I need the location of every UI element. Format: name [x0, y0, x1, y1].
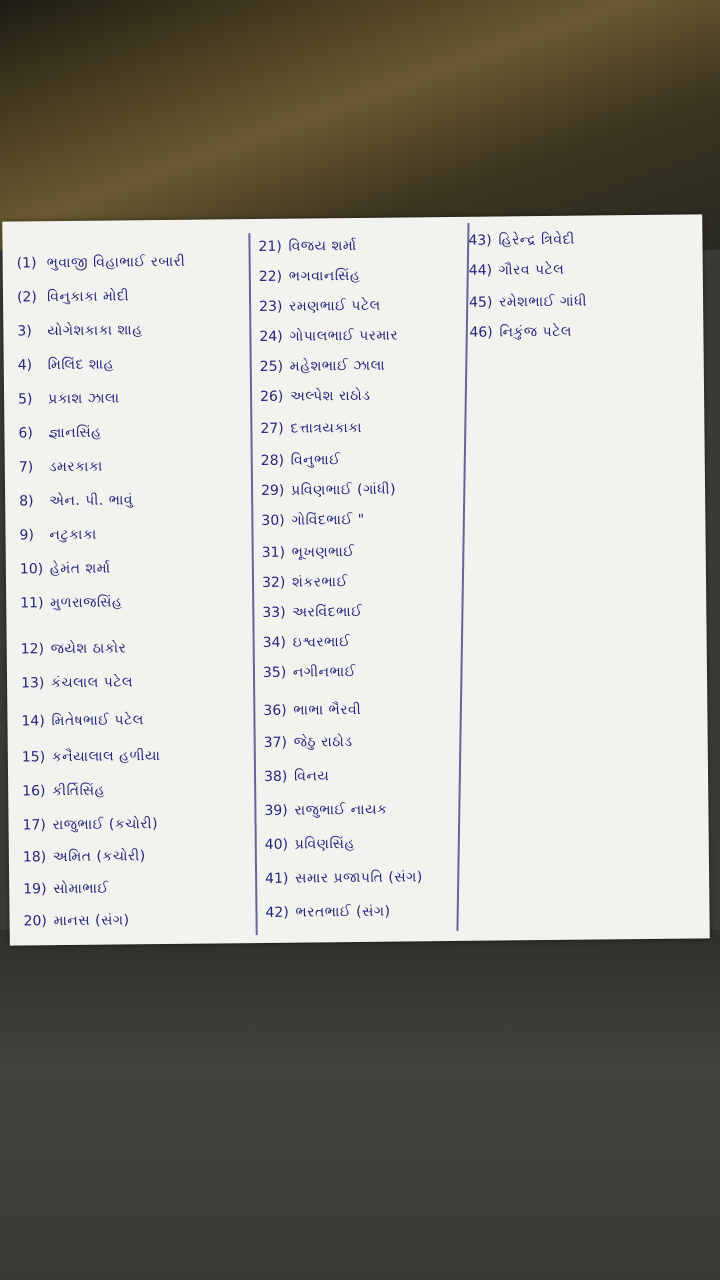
- list-item: 37) જેઠુ રાઠોડ: [263, 734, 353, 751]
- list-item: 10) હેમંત શર્મા: [19, 560, 111, 578]
- list-item: (1) ભુવાજી વિહાભાઈ રબારી: [16, 253, 186, 272]
- list-item: 3) યોગેશકાકા શાહ: [17, 322, 143, 340]
- list-item: 38) વિનય: [263, 768, 330, 785]
- list-item: 30) ગોવિંદભાઈ ": [261, 511, 365, 529]
- list-item: 33) અરવિંદભાઈ: [262, 603, 363, 621]
- list-item: 39) રાજુભાઈ નાયક: [264, 801, 388, 819]
- list-item: 40) પ્રવિણસિંહ: [264, 836, 355, 853]
- list-item: 13) કંચલાલ પટેલ: [20, 674, 134, 692]
- list-item: 21) વિજય શર્મા: [258, 237, 357, 256]
- list-item: 15) કનૈયાલાલ હળીયા: [21, 748, 161, 766]
- list-item: 41) સમાર પ્રજાપતિ (સંગ): [265, 869, 423, 887]
- list-item: 12) જયેશ ઠાકોર: [20, 640, 127, 658]
- list-item: 7) ડમરકાકા: [18, 458, 103, 476]
- list-item: 14) મિતેષભાઈ પટેલ: [21, 712, 144, 730]
- list-item: 22) ભગવાનસિંહ: [258, 267, 361, 286]
- list-item: 6) જ્ઞાનસિંહ: [18, 424, 102, 442]
- list-item: 23) રમણભાઈ પટેલ: [259, 297, 381, 315]
- list-item: 17) રાજુભાઈ (કચોરી): [22, 816, 159, 834]
- list-item: 31) ભૂખણભાઈ: [261, 544, 355, 561]
- list-item: 4) મિલિંદ શાહ: [17, 356, 115, 374]
- list-item: 34) ઇશ્વરભાઈ: [262, 634, 351, 651]
- table-surface-top: [0, 0, 720, 250]
- list-item: 24) ગોપાલભાઈ પરમાર: [259, 327, 399, 345]
- list-item: 29) પ્રવિણભાઈ (ગાંધી): [260, 481, 397, 499]
- list-item: 5) પ્રકાશ ઝાલા: [18, 390, 120, 408]
- list-item: 25) મહેશભાઈ ઝાલા: [259, 357, 386, 375]
- list-item: 16) કીર્તિસિંહ: [22, 782, 106, 800]
- list-item: 32) શંકરભાઈ: [261, 574, 348, 591]
- list-item: 45) રમેશભાઈ ગાંધી: [469, 293, 588, 311]
- column-divider-1: [248, 233, 257, 935]
- list-item: 8) એન. પી. ભાવું: [19, 492, 134, 510]
- list-item: 43) હિરેન્દ્ર ત્રિવેદી: [468, 231, 575, 249]
- list-item: 19) સોમાભાઈ: [23, 880, 109, 898]
- list-item: 28) વિનુભાઈ: [260, 452, 341, 469]
- list-item: 11) મુળરાજસિંહ: [20, 594, 123, 612]
- column-divider-2: [456, 223, 469, 931]
- list-item: 26) અલ્પેશ રાઠોડ: [259, 387, 371, 405]
- list-item: 35) નગીનભાઈ: [262, 664, 357, 681]
- floor-surface-bottom: [0, 930, 720, 1280]
- list-item: 27) દત્તાત્રયકાકા: [260, 419, 363, 437]
- list-item: 20) માનસ (સંગ): [23, 912, 130, 930]
- list-item: 42) ભરતભાઈ (સંગ): [265, 903, 391, 921]
- list-item: 9) નટુકાકા: [19, 526, 97, 544]
- list-item: 46) નિકુંજ પટેલ: [469, 323, 572, 341]
- list-item: 36) ભાભા ભૈરવી: [263, 701, 362, 719]
- list-item: 18) અમિત (કચોરી): [22, 848, 146, 866]
- list-item: (2) વિનુકાકા મોદી: [16, 288, 130, 306]
- list-item: 44) ગૌરવ પટેલ: [468, 261, 565, 279]
- handwritten-list-paper: [2, 214, 710, 945]
